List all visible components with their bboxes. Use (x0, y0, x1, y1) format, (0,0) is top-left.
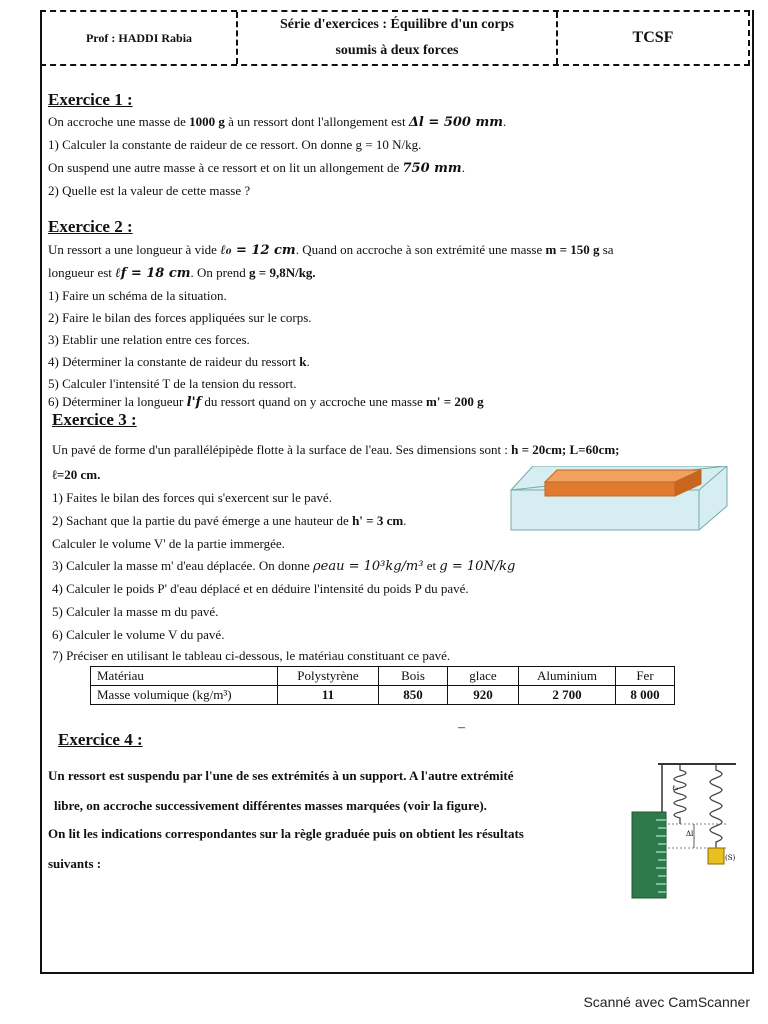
spring-loaded (710, 764, 722, 848)
ex2-q4b: k (299, 354, 307, 369)
stray-mark: – (458, 720, 465, 735)
ex3-q3d: g = 10N/kg (439, 559, 516, 574)
ex2-l1c: . Quand on accroche à son extrémité une masse (295, 242, 546, 257)
table-cell: Masse volumique (kg/m³) (91, 686, 278, 705)
ex3-q2c: . (403, 513, 407, 528)
ex2-l1e: sa (599, 242, 614, 257)
ex2-line2 (48, 265, 316, 281)
mass-label: (S) (725, 854, 736, 862)
ex2-l2d: g = 9,8N/kg. (249, 265, 316, 280)
spring-figure (628, 760, 740, 900)
ex3-q6: 6) Calculer le volume V du pavé. (52, 627, 225, 642)
footer-watermark: Scanné avec CamScanner (583, 994, 750, 1010)
ex4-line2: libre, on accroche successivement différentes masses marquées (voir la figure). (54, 798, 487, 813)
ex2-q4a: 4) Déterminer la constante de raideur du ressort (48, 354, 300, 369)
ex4-line3: On lit les indications correspondantes sur la règle graduée puis on obtient les résultats (48, 826, 524, 841)
spring-unloaded (674, 764, 686, 824)
ex1-l3a: On suspend une autre masse à ce ressort et on lit un allongement de (48, 160, 403, 175)
ex3-line1 (52, 442, 620, 458)
ex1-line4: 2) Quelle est la valeur de cette masse ? (48, 183, 251, 198)
ex1-l1c: à un ressort dont l'allongement est (224, 114, 409, 129)
block-top (545, 470, 701, 482)
ex1-l3c: . (461, 160, 465, 175)
ex3-q2 (52, 513, 406, 529)
ex3-q2a: 2) Sachant que la partie du pavé émerge a une hauteur de (52, 513, 353, 528)
ex2-q2: 2) Faire le bilan des forces appliquées sur le corps. (48, 310, 312, 325)
ex2-l1d: m = 150 g (545, 242, 600, 257)
ex3-q2-cont: Calculer le volume V' de la partie immergée. (52, 536, 285, 551)
series-title (238, 12, 558, 64)
l0-label: ℓ₀ (672, 784, 679, 792)
table-cell: 2 700 (519, 686, 616, 705)
ex3-q1: 1) Faites le bilan des forces qui s'exercent sur le pavé. (52, 490, 332, 505)
ex3-q3c: et (423, 558, 440, 573)
ex1-line1 (48, 114, 506, 130)
table-cell: 8 000 (616, 686, 675, 705)
ex2-q4c: . (306, 354, 310, 369)
ex2-q6d: m' = 200 g (426, 394, 484, 409)
ex4-line4: suivants : (48, 856, 102, 871)
header-box (40, 10, 750, 66)
ex1-l3b: 750 mm (402, 161, 462, 176)
ex2-l2b: ℓf = 18 cm (115, 266, 191, 281)
ex2-q6 (48, 394, 484, 410)
ex2-q6b: l'f (186, 395, 202, 410)
table-cell: 850 (379, 686, 448, 705)
ex1-line3 (48, 160, 465, 176)
table-cell: Fer (616, 667, 675, 686)
ex2-l2a: longueur est (48, 265, 116, 280)
table-cell: 920 (448, 686, 519, 705)
table-header-row (91, 667, 675, 686)
ex3-q3 (52, 558, 515, 574)
ex2-q3: 3) Etablir une relation entre ces forces. (48, 332, 250, 347)
ex3-title: Exercice 3 : (52, 410, 137, 429)
ex4-title: Exercice 4 : (58, 730, 143, 749)
ex2-l1a: Un ressort a une longueur à vide (48, 242, 221, 257)
ex3-q5: 5) Calculer la masse m du pavé. (52, 604, 219, 619)
ex2-q6a: 6) Déterminer la longueur (48, 394, 187, 409)
table-cell: Aluminium (519, 667, 616, 686)
ex1-l1b: 1000 g (189, 114, 225, 129)
table-row (91, 686, 675, 705)
ex3-q7: 7) Préciser en utilisant le tableau ci-dessous, le matériau constituant ce pavé. (52, 648, 451, 663)
ex1-l1e: . (503, 114, 507, 129)
ex3-q3b: ρeau = 10³kg/m³ (312, 559, 424, 574)
mass-block (708, 848, 724, 864)
ex2-q6c: du ressort quand on y accroche une masse (201, 394, 427, 409)
table-cell: Matériau (91, 667, 278, 686)
teacher-name: Prof : HADDI Rabia (42, 12, 238, 64)
delta-l-label: Δl (686, 830, 694, 838)
series-title-line2: soumis à deux forces (335, 43, 459, 58)
ex2-q1: 1) Faire un schéma de la situation. (48, 288, 227, 303)
floating-block-figure (505, 466, 730, 534)
ex3-q2b: h' = 3 cm (352, 513, 404, 528)
ex2-q5: 5) Calculer l'intensité T de la tension du ressort. (48, 376, 297, 391)
ex1-l1d: Δl = 500 mm (408, 115, 503, 130)
table-cell: glace (448, 667, 519, 686)
series-title-line1: Série d'exercices : Équilibre d'un corps (280, 17, 514, 32)
ex2-line1 (48, 242, 614, 258)
ex3-l1a: Un pavé de forme d'un parallélépipède flotte à la surface de l'eau. Ses dimensions sont : (52, 442, 512, 457)
class-level: TCSF (632, 29, 674, 46)
table-cell: Polystyrène (278, 667, 379, 686)
ex3-l1b: h = 20cm; L=60cm; (511, 442, 620, 457)
density-table (90, 666, 675, 705)
ex3-line2: ℓ=20 cm. (52, 467, 101, 482)
ex4-line1: Un ressort est suspendu par l'une de ses extrémités à un support. A l'autre extrémité (48, 768, 514, 783)
table-cell: 11 (278, 686, 379, 705)
ex1-line2: 1) Calculer la constante de raideur de ce ressort. On donne g = 10 N/kg. (48, 137, 422, 152)
graduated-ruler (632, 812, 666, 898)
ex1-l1a: On accroche une masse de (48, 114, 190, 129)
ex2-title: Exercice 2 : (48, 217, 133, 236)
table-cell: Bois (379, 667, 448, 686)
block-front (545, 482, 675, 496)
ex1-title: Exercice 1 : (48, 90, 133, 109)
ex2-q4 (48, 354, 310, 370)
ex3-q3a: 3) Calculer la masse m' d'eau déplacée. On donne (52, 558, 313, 573)
ex2-l1b: ℓ₀ = 12 cm (220, 243, 296, 258)
ex3-q4: 4) Calculer le poids P' d'eau déplacé et en déduire l'intensité du poids P du pavé. (52, 581, 469, 596)
ex2-l2c: . On prend (190, 265, 250, 280)
